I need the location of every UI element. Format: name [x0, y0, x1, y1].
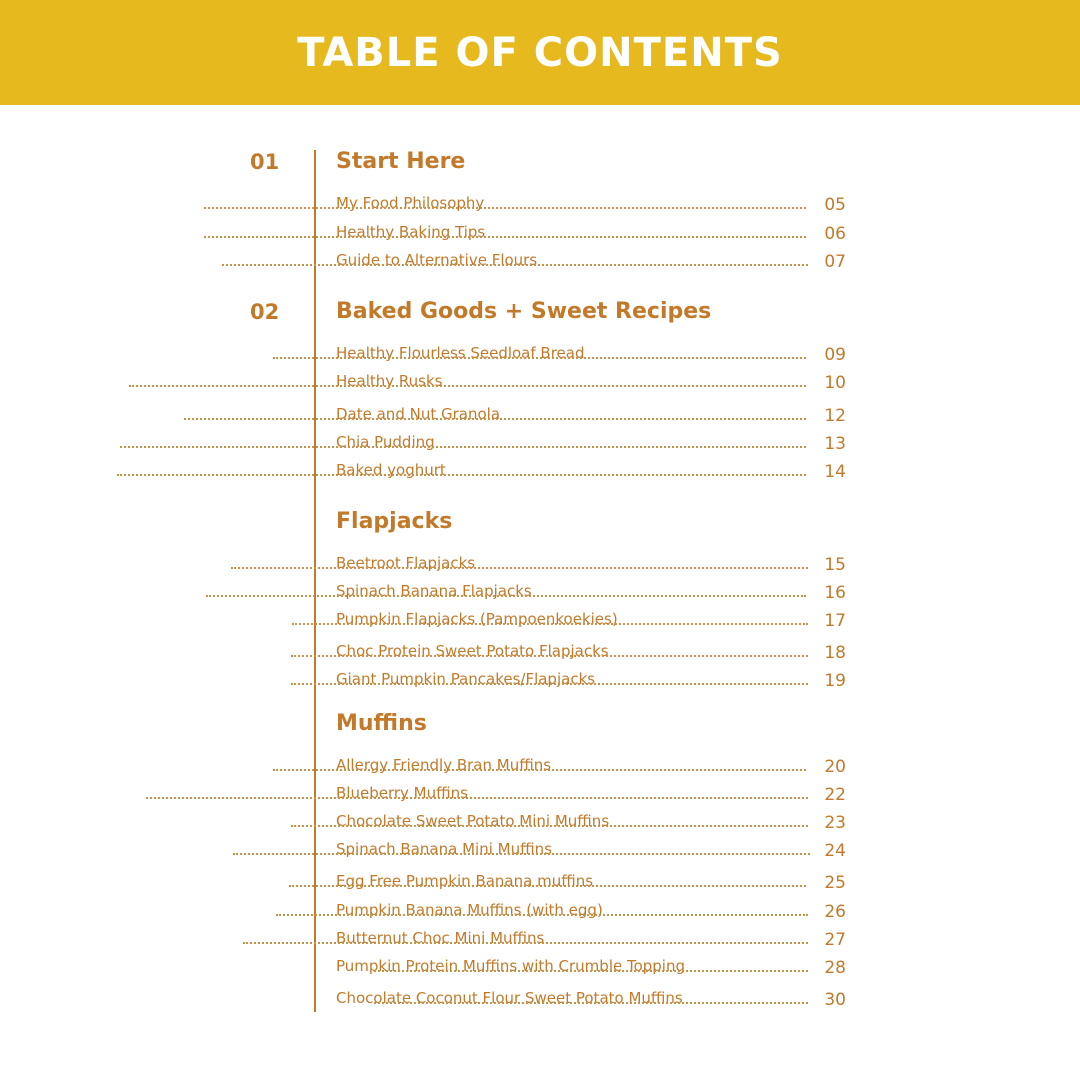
toc-entry[interactable]	[336, 783, 846, 807]
toc-entry[interactable]	[336, 609, 846, 633]
toc-entry-label: Beetroot Flapjacks	[336, 554, 476, 572]
toc-entry-page: 17	[824, 611, 846, 631]
toc-entry-label: Chocolate Coconut Flour Sweet Potato Muffins	[336, 989, 683, 1007]
toc-entry-page: 27	[824, 930, 846, 950]
section-title-baked-goods[interactable]: Baked Goods + Sweet Recipes	[336, 299, 712, 324]
page-title: TABLE OF CONTENTS	[297, 30, 783, 76]
dot-leader	[184, 418, 806, 420]
toc-entry-label: Guide to Alternative Flours	[336, 251, 538, 269]
dot-leader	[292, 623, 808, 625]
toc-entry[interactable]	[336, 250, 846, 274]
dot-leader	[374, 970, 808, 972]
dot-leader	[273, 769, 806, 771]
chapter-number: 02	[250, 300, 280, 324]
toc-entry-label: Allergy Friendly Bran Muffins	[336, 756, 552, 774]
dot-leader	[222, 264, 808, 266]
toc-entry-label: Butternut Choc Mini Muffins	[336, 929, 545, 947]
dot-leader	[289, 885, 806, 887]
toc-entry-page: 06	[824, 224, 846, 244]
toc-entry-label: Healthy Flourless Seedloaf Bread	[336, 344, 585, 362]
chapter-number: 01	[250, 150, 280, 174]
toc-entry-page: 19	[824, 671, 846, 691]
toc-entry-label: Pumpkin Flapjacks (Pampoenkoekies)	[336, 610, 618, 628]
toc-entry[interactable]	[336, 928, 846, 952]
toc-entry-label: Date and Nut Granola	[336, 405, 501, 423]
toc-entry-label: Baked yoghurt	[336, 461, 446, 479]
toc-entry-page: 14	[824, 462, 846, 482]
toc-entry-page: 07	[824, 252, 846, 272]
toc-entry-page: 30	[824, 990, 846, 1010]
dot-leader	[231, 567, 808, 569]
toc-entry-page: 25	[824, 873, 846, 893]
toc-entry-label: Healthy Baking Tips	[336, 223, 486, 241]
toc-entry-label: My Food Philosophy	[336, 194, 485, 212]
toc-entry-label: Chocolate Sweet Potato Mini Muffins	[336, 812, 610, 830]
toc-entry-page: 09	[824, 345, 846, 365]
toc-entry[interactable]	[336, 839, 846, 863]
toc-entry-label: Spinach Banana Mini Muffins	[336, 840, 552, 858]
toc-entry[interactable]	[336, 988, 846, 1012]
toc-entry[interactable]	[336, 641, 846, 665]
toc-entry[interactable]	[336, 581, 846, 605]
toc-entry-page: 22	[824, 785, 846, 805]
toc-entry[interactable]	[336, 432, 846, 456]
dot-leader	[206, 595, 806, 597]
toc-entry-label: Chia Pudding	[336, 433, 435, 451]
dot-leader	[291, 683, 808, 685]
toc-entry[interactable]	[336, 956, 846, 980]
dot-leader	[276, 914, 808, 916]
toc-entry-label: Giant Pumpkin Pancakes/Flapjacks	[336, 670, 596, 688]
toc-entry[interactable]	[336, 371, 846, 395]
dot-leader	[243, 942, 808, 944]
toc-entry-label: Egg Free Pumpkin Banana muffins	[336, 872, 594, 890]
divider-line	[314, 150, 316, 1012]
dot-leader	[129, 385, 806, 387]
toc-entry-page: 24	[824, 841, 846, 861]
toc-entry-page: 13	[824, 434, 846, 454]
dot-leader	[204, 207, 806, 209]
toc-entry[interactable]	[336, 669, 846, 693]
header-banner	[0, 0, 1080, 105]
section-title-muffins[interactable]: Muffins	[336, 711, 427, 736]
toc-entry[interactable]	[336, 404, 846, 428]
dot-leader	[291, 825, 808, 827]
toc-entry[interactable]	[336, 871, 846, 895]
toc-entry-label: Pumpkin Protein Muffins with Crumble Topping	[336, 957, 686, 975]
dot-leader	[374, 1002, 808, 1004]
section-title-flapjacks[interactable]: Flapjacks	[336, 509, 453, 534]
toc-entry[interactable]	[336, 193, 846, 217]
toc-entry[interactable]	[336, 222, 846, 246]
toc-entry-label: Spinach Banana Flapjacks	[336, 582, 532, 600]
toc-entry-page: 28	[824, 958, 846, 978]
dot-leader	[233, 853, 810, 855]
toc-entry-page: 16	[824, 583, 846, 603]
dot-leader	[120, 446, 806, 448]
toc-entry[interactable]	[336, 553, 846, 577]
toc-entry-label: Blueberry Muffins	[336, 784, 468, 802]
dot-leader	[146, 797, 808, 799]
dot-leader	[204, 236, 806, 238]
toc-entry[interactable]	[336, 900, 846, 924]
toc-entry-page: 26	[824, 902, 846, 922]
toc-entry-page: 18	[824, 643, 846, 663]
toc-entry-page: 23	[824, 813, 846, 833]
toc-entry-page: 20	[824, 757, 846, 777]
toc-entry[interactable]	[336, 460, 846, 484]
toc-entry-label: Healthy Rusks	[336, 372, 443, 390]
toc-entry-page: 15	[824, 555, 846, 575]
toc-entry-label: Choc Protein Sweet Potato Flapjacks	[336, 642, 609, 660]
dot-leader	[117, 474, 806, 476]
dot-leader	[273, 357, 806, 359]
toc-entry[interactable]	[336, 343, 846, 367]
toc-entry-page: 05	[824, 195, 846, 215]
toc-entry-label: Pumpkin Banana Muffins (with egg)	[336, 901, 603, 919]
toc-entry-page: 12	[824, 406, 846, 426]
section-title-start-here[interactable]: Start Here	[336, 149, 466, 174]
toc-entry[interactable]	[336, 811, 846, 835]
toc-entry[interactable]	[336, 755, 846, 779]
toc-entry-page: 10	[824, 373, 846, 393]
dot-leader	[291, 655, 808, 657]
